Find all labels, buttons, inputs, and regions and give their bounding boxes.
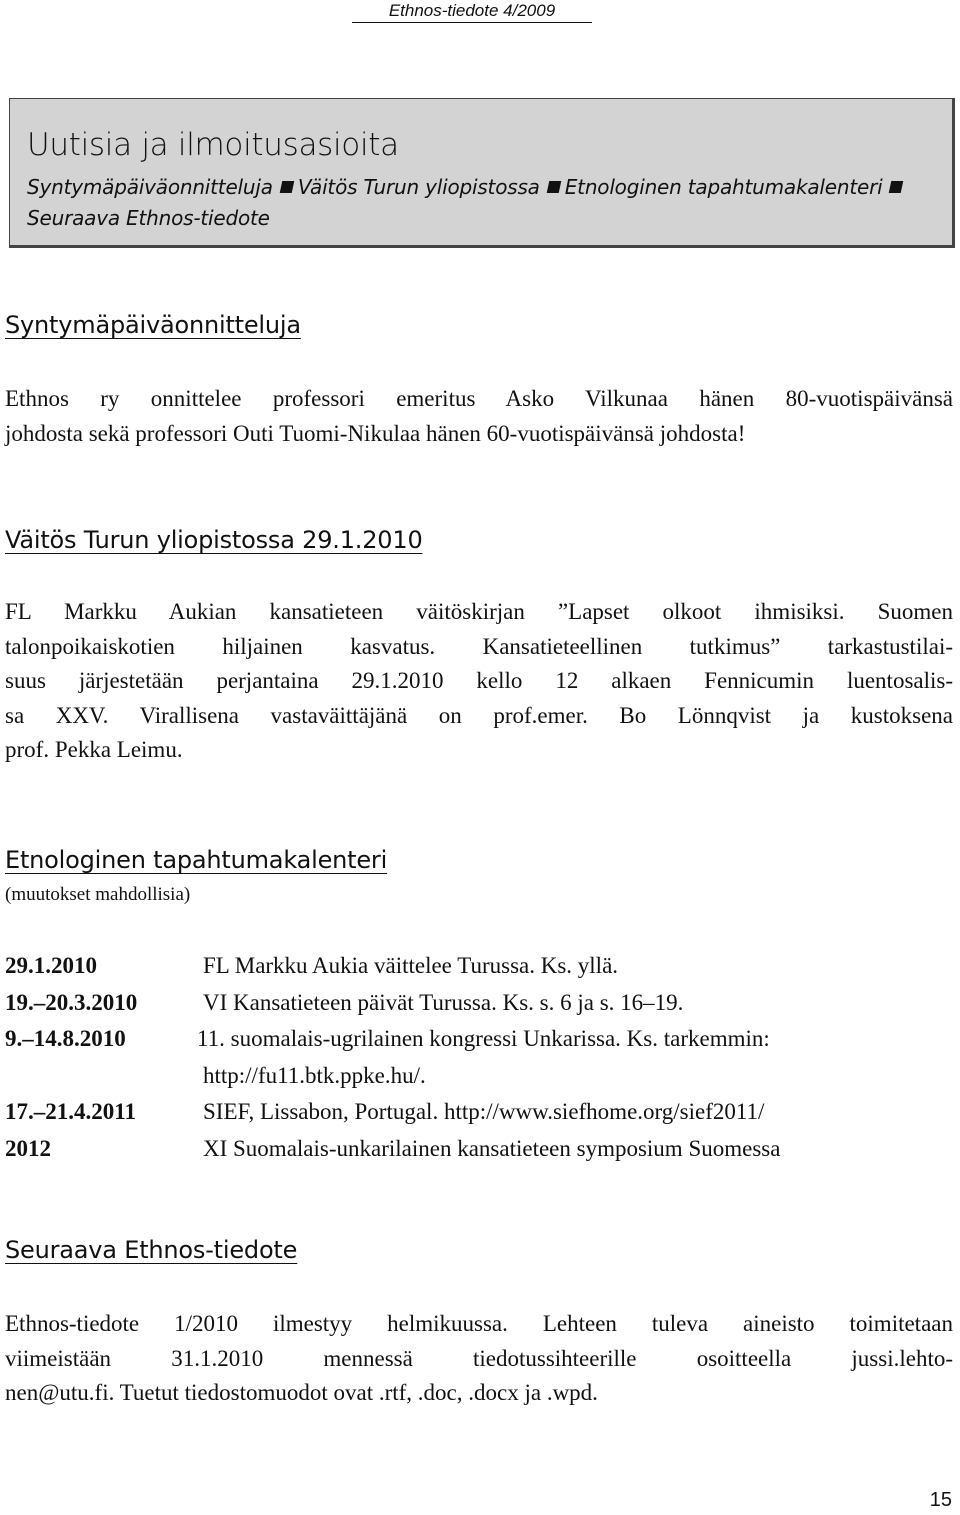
calendar-row [5,1094,953,1131]
event-date: 9.–14.8.2010 [5,1026,126,1051]
event-link[interactable]: http://fu11.btk.ppke.hu/. [203,1062,426,1088]
page-number: 15 [929,1489,952,1511]
event-date: 19.–20.3.2010 [5,989,138,1015]
text-line: prof. Pekka Leimu. [5,737,183,762]
calendar-row [5,1131,953,1168]
calendar-row [5,1021,953,1094]
banner-topic: Väitös Turun yliopistossa [297,175,540,199]
banner-topic: Seuraava Ethnos-tiedote [27,206,270,230]
event-date: 2012 [5,1135,51,1161]
birthday-heading: Syntymäpäiväonnitteluja [5,311,301,339]
banner-topic: Etnologinen tapahtumakalenteri [564,175,883,199]
square-bullet-icon [280,181,295,193]
birthday-text [5,382,953,451]
defence-heading: Väitös Turun yliopistossa 29.1.2010 [5,526,423,554]
square-bullet-icon [889,181,904,193]
running-header: Ethnos-tiedote 4/2009 [352,2,592,23]
calendar-row [5,985,953,1022]
event-calendar [5,948,953,1167]
text-line: sa XXV. Virallisena vastaväittäjänä on prof.emer. Bo Lönnqvist ja kustoksena [5,702,953,728]
calendar-row [5,948,953,985]
square-bullet-icon [546,181,561,193]
section-banner [9,98,955,248]
text-line: suus järjestetään perjantaina 29.1.2010 kello 12 alkaen Fennicumin luentosalis- [5,668,953,693]
banner-topics [27,172,927,234]
next-issue-heading: Seuraava Ethnos-tiedote [5,1236,298,1264]
next-issue-text [5,1307,953,1411]
text-line: talonpoikaiskotien hiljainen kasvatus. Kansatieteellinen tutkimus” tarkastustilai- [5,633,953,659]
text-line: johdosta sekä professori Outi Tuomi-Nikulaa hänen 60-vuotispäivänsä johdosta! [5,420,746,446]
event-description [197,1021,770,1094]
text-line: Ethnos ry onnittelee professori emeritus Asko Vilkunaa hänen 80-vuotispäivänsä [5,386,953,411]
banner-title: Uutisia ja ilmoitusasioita [27,127,399,163]
calendar-heading: Etnologinen tapahtumakalenteri [5,846,388,874]
text-line: FL Markku Aukian kansatieteen väitöskirjan ”Lapset olkoot ihmisiksi. Suomen [5,599,953,624]
event-description: FL Markku Aukia väittelee Turussa. Ks. yllä. [203,953,619,978]
calendar-note: (muutokset mahdollisia) [5,884,191,905]
text-line: viimeistään 31.1.2010 mennessä tiedotussihteerille osoitteella jussi.lehto- [5,1345,953,1371]
event-description: SIEF, Lissabon, Portugal. http://www.siefhome.org/sief2011/ [203,1099,765,1124]
event-date: 29.1.2010 [5,953,97,978]
text-line: 11. suomalais-ugrilainen kongressi Unkarissa. Ks. tarkemmin: [197,1026,770,1051]
text-line: Ethnos-tiedote 1/2010 ilmestyy helmikuussa. Lehteen tuleva aineisto toimitetaan [5,1311,953,1336]
banner-topic: Syntymäpäiväonnitteluja [27,175,273,199]
event-description: VI Kansatieteen päivät Turussa. Ks. s. 6 ja s. 16–19. [203,989,684,1015]
defence-text [5,595,953,768]
text-line: nen@utu.fi. Tuetut tiedostomuodot ovat .rtf, .doc, .docx ja .wpd. [5,1380,598,1405]
event-description: XI Suomalais-unkarilainen kansatieteen symposium Suomessa [203,1135,781,1161]
event-date: 17.–21.4.2011 [5,1099,136,1124]
